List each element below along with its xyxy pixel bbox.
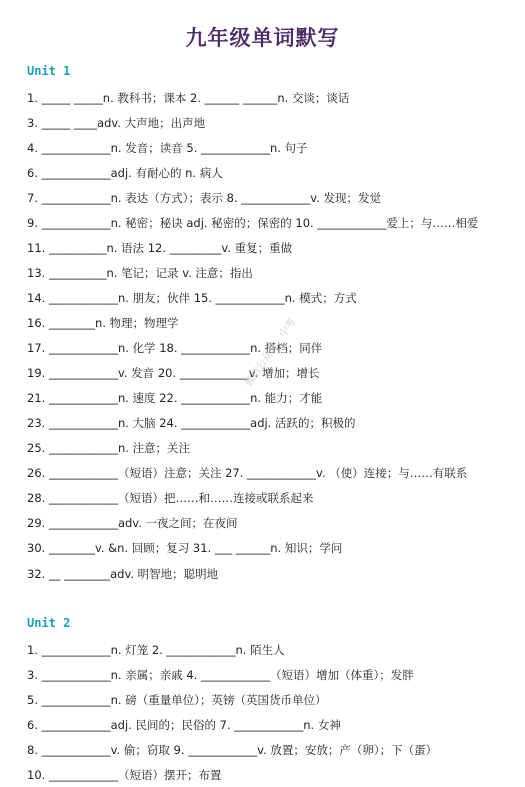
unit-2-line: 1. ____________n. 灯笼 2. ____________n. 陌生人 [27,643,285,657]
unit-1-line: 21. ____________n. 速度 22. ____________n. 能力；才能 [27,391,323,405]
unit-2-line: 8. ____________v. 偷；窃取 9. ____________v. 放置；安放；产（卵）；下（蛋） [27,743,438,757]
unit-2-line: 3. ____________n. 亲属；亲戚 4. ____________（短语）增加（体重）；发胖 [27,668,414,682]
unit-1-line: 25. ____________n. 注意；关注 [27,441,191,455]
unit-1-line: 3. _____ ____adv. 大声地；出声地 [27,116,206,130]
unit-2-heading: Unit 2 [27,616,71,630]
unit-1-line: 23. ____________n. 大脑 24. ____________adj. 活跃的；积极的 [27,416,356,430]
unit-1-line: 29. ____________adv. 一夜之间；在夜间 [27,516,238,530]
unit-1-line: 26. ____________（短语）注意；关注 27. ____________v. （使）连接；与……有联系 [27,466,468,480]
unit-2-line: 10. ____________（短语）摆开；布置 [27,768,222,782]
unit-2-line: 6. ____________adj. 民间的；民俗的 7. ____________n. 女神 [27,718,341,732]
unit-1-line: 17. ____________n. 化学 18. ____________n. 搭档；同伴 [27,341,323,355]
unit-1-line: 6. ____________adj. 有耐心的 n. 病人 [27,166,223,180]
unit-1-line: 9. ____________n. 秘密；秘诀 adj. 秘密的；保密的 10. ____________爱上；与……相爱 [27,216,479,230]
unit-1-line: 30. ________v. &n. 回顾；复习 31. ___ ______n. 知识；学问 [27,541,343,555]
unit-1-heading: Unit 1 [27,64,71,78]
unit-2-line: 5. ____________n. 磅（重量单位）；英镑（英国货币单位） [27,693,327,707]
unit-1-line: 13. __________n. 笔记；记录 v. 注意；指出 [27,266,253,280]
unit-1-line: 7. ____________n. 表达（方式）；表示 8. ____________v. 发现；发觉 [27,191,381,205]
page-title: 九年级单词默写 [185,26,340,50]
watermark: 微信公众号：中考 [243,316,299,389]
unit-1-line: 32. __ ________adv. 明智地；聪明地 [27,567,219,581]
unit-1-line: 14. ____________n. 朋友；伙伴 15. ____________n. 模式；方式 [27,291,357,305]
unit-1-line: 28. ____________（短语）把……和……连接或联系起来 [27,491,314,505]
unit-1-line: 1. _____ _____n. 教科书；课本 2. ______ ______n. 交谈；谈话 [27,91,350,105]
unit-1-line: 16. ________n. 物理；物理学 [27,316,179,330]
unit-1-line: 19. ____________v. 发音 20. ____________v. 增加；增长 [27,366,320,380]
unit-1-line: 4. ____________n. 发音；读音 5. ____________n. 句子 [27,141,308,155]
unit-1-line: 11. __________n. 语法 12. _________v. 重复；重做 [27,241,293,255]
